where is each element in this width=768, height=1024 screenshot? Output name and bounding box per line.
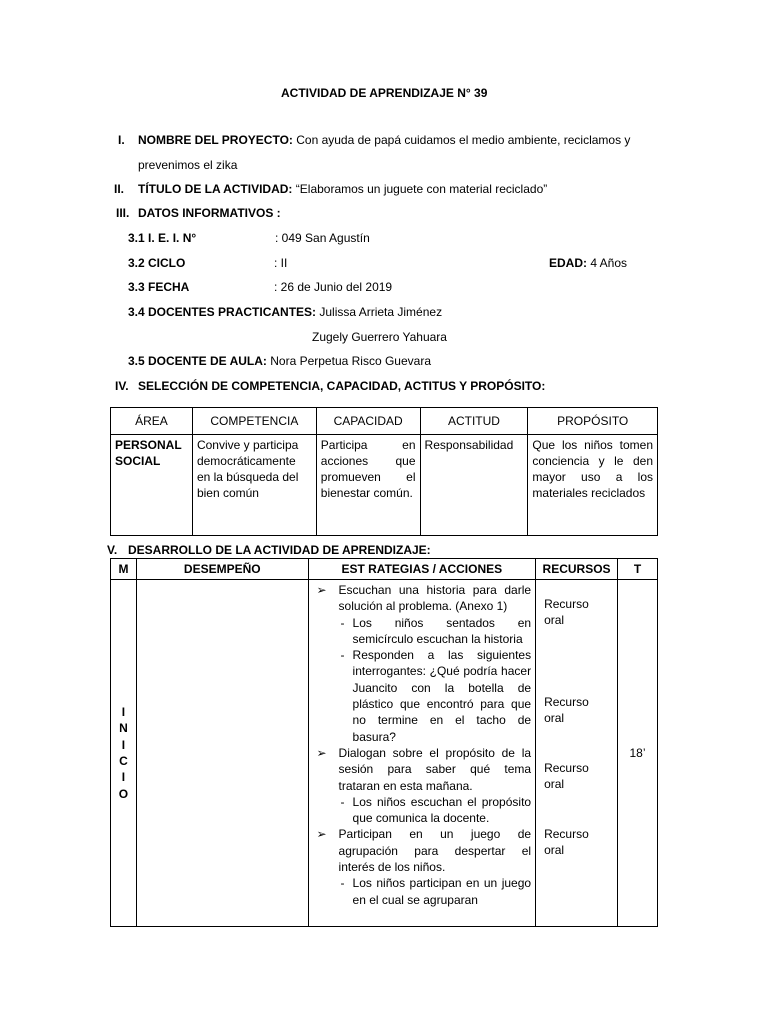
- cell-recursos: [536, 580, 618, 927]
- section-iii-label: DATOS INFORMATIVOS :: [138, 206, 281, 220]
- momento-letter: I: [121, 705, 126, 720]
- estrategia-item: ➢ Escuchan una historia para darle solución al problema. (Anexo 1): [313, 582, 532, 615]
- recurso-item: Recurso oral: [544, 695, 589, 726]
- datos-edad-label: EDAD:: [549, 256, 587, 270]
- cell-area: PERSONAL SOCIAL: [111, 435, 193, 536]
- document-title: ACTIVIDAD DE APRENDIZAJE N° 39: [281, 86, 488, 100]
- momento-letter: I: [121, 737, 126, 752]
- section-i-text-2: prevenimos el zika: [138, 158, 238, 172]
- header-desempeno: DESEMPEÑO: [136, 559, 308, 580]
- recurso-item: Recurso oral: [544, 827, 589, 858]
- cell-actitud: Responsabilidad: [420, 435, 528, 536]
- datos-docentes-value-1: Julissa Arrieta Jiménez: [316, 305, 443, 319]
- header-actitud: ACTITUD: [420, 408, 528, 435]
- recurso-item: Recurso oral: [544, 761, 589, 792]
- datos-docentes-label: 3.4 DOCENTES PRACTICANTES:: [128, 305, 317, 319]
- datos-ie-label: 3.1 I. E. I. N°: [128, 231, 197, 245]
- section-i-label: NOMBRE DEL PROYECTO:: [138, 133, 293, 147]
- section-ii-line: [138, 182, 547, 196]
- section-iv-number: IV.: [115, 379, 129, 393]
- cell-capacidad: Participa en acciones que promueven el bienestar común.: [316, 435, 420, 536]
- datos-edad-value: 4 Años: [587, 256, 628, 270]
- header-recursos: RECURSOS: [536, 559, 618, 580]
- table-row: [111, 435, 658, 536]
- section-ii-number: II.: [114, 182, 125, 196]
- table-row: [111, 580, 658, 927]
- header-t: T: [618, 559, 658, 580]
- header-competencia: COMPETENCIA: [192, 408, 316, 435]
- section-i-number: I.: [118, 133, 125, 147]
- section-ii-label: TÍTULO DE LA ACTIVIDAD:: [138, 182, 293, 196]
- header-m: M: [111, 559, 137, 580]
- header-capacidad: CAPACIDAD: [316, 408, 420, 435]
- cell-desempeno: [136, 580, 308, 927]
- section-v-label: DESARROLLO DE LA ACTIVIDAD DE APRENDIZAJE:: [128, 543, 431, 557]
- desarrollo-header-row: [111, 559, 658, 580]
- estrategia-item: ➢ Dialogan sobre el propósito de la sesión para saber qué tema trataran en esta mañana.: [313, 745, 532, 794]
- section-ii-text: “Elaboramos un juguete con material reciclado”: [292, 182, 548, 196]
- estrategia-subitem: - Responden a las siguientes interrogantes: ¿Qué podría hacer Juancito con la botella de plástico que encontró para que no termine en el tacho de basura?: [313, 647, 532, 745]
- section-i-text-1: Con ayuda de papá cuidamos el medio ambiente, reciclamos y: [292, 133, 631, 147]
- cell-proposito: Que los niños tomen conciencia y le den mayor uso a los materiales reciclados: [528, 435, 658, 536]
- datos-docentes: [128, 305, 442, 319]
- datos-docente-aula-label: 3.5 DOCENTE DE AULA:: [128, 354, 267, 368]
- datos-fecha-value: : 26 de Junio del 2019: [274, 280, 393, 294]
- header-area: ÁREA: [111, 408, 193, 435]
- cell-momento: [111, 580, 137, 927]
- section-v-number: V.: [107, 543, 118, 557]
- estrategia-subitem: - Los niños sentados en semicírculo escuchan la historia: [313, 615, 532, 648]
- datos-ie-value: : 049 San Agustín: [275, 231, 370, 245]
- cell-estrategias: [308, 580, 536, 927]
- datos-ciclo-label: 3.2 CICLO: [128, 256, 186, 270]
- estrategia-subitem: - Los niños escuchan el propósito que comunica la docente.: [313, 794, 532, 827]
- cell-tiempo: 18’: [618, 580, 658, 927]
- header-estrategias: EST RATEGIAS / ACCIONES: [308, 559, 536, 580]
- datos-edad: [549, 256, 627, 270]
- estrategia-subitem: - Los niños participan en un juego en el cual se agruparan: [313, 875, 532, 908]
- desarrollo-table: [110, 558, 658, 927]
- datos-fecha-label: 3.3 FECHA: [128, 280, 190, 294]
- momento-letter: O: [118, 786, 129, 801]
- estrategia-item: ➢ Participan en un juego de agrupación para despertar el interés de los niños.: [313, 826, 532, 875]
- momento-letter: N: [119, 721, 128, 736]
- competencias-header-row: [111, 408, 658, 435]
- momento-letter: I: [121, 770, 126, 785]
- section-i-line: [138, 133, 630, 147]
- recurso-item: Recurso oral: [544, 597, 589, 628]
- datos-docente-aula: [128, 354, 431, 368]
- momento-letter: C: [119, 754, 128, 768]
- datos-docentes-value-2: Zugely Guerrero Yahuara: [312, 330, 447, 344]
- competencias-table: [110, 407, 658, 536]
- datos-docente-aula-value: Nora Perpetua Risco Guevara: [266, 354, 431, 368]
- cell-competencia: Convive y participa democráticamente en la búsqueda del bien común: [192, 435, 316, 536]
- header-proposito: PROPÓSITO: [528, 408, 658, 435]
- section-iv-label: SELECCIÓN DE COMPETENCIA, CAPACIDAD, ACTITUS Y PROPÓSITO:: [138, 379, 546, 393]
- datos-ciclo-value: : II: [274, 256, 288, 270]
- section-iii-number: III.: [116, 206, 130, 220]
